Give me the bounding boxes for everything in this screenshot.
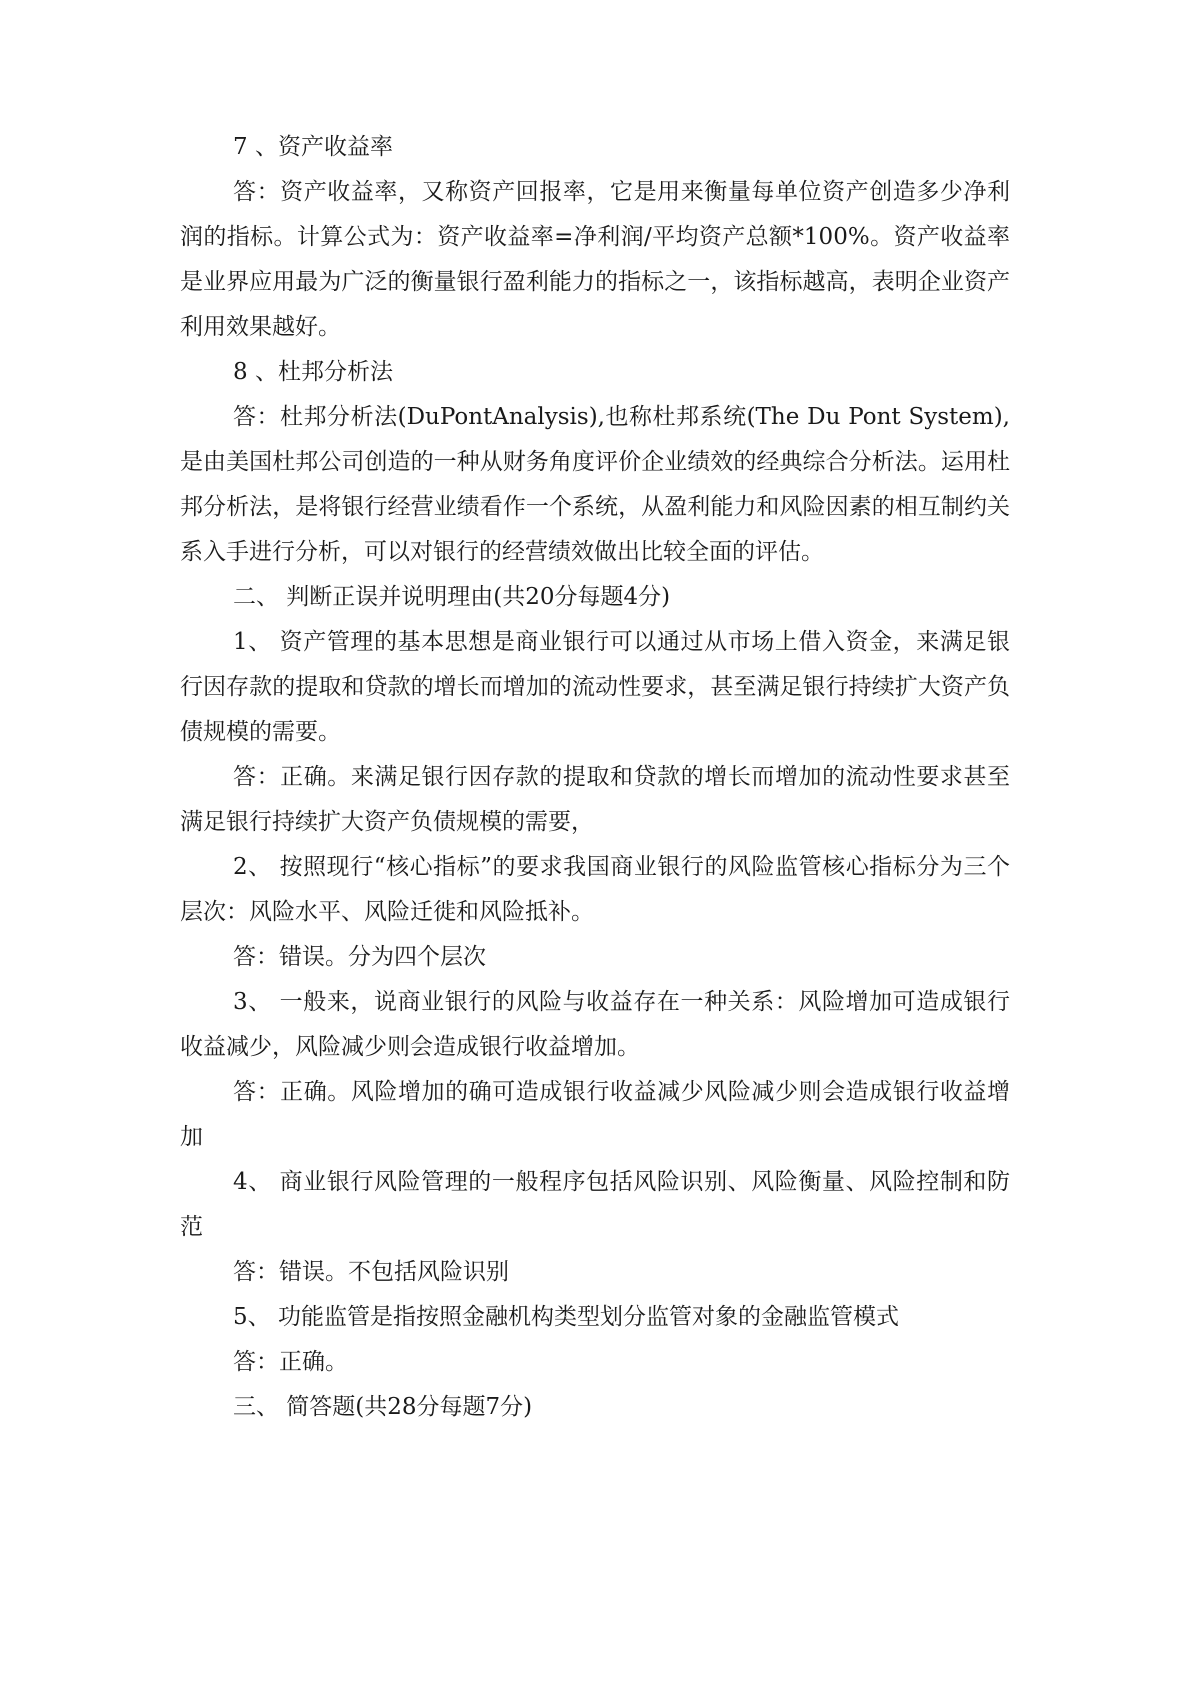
question-5: 5、 功能监管是指按照金融机构类型划分监管对象的金融监管模式	[233, 1304, 899, 1330]
question-2: 2、 按照现行“核心指标”的要求我国商业银行的风险监管核心指标分为三个层次：风险水平、风险迁徙和风险抵补。	[180, 854, 1010, 925]
question-3: 3、 一般来，说商业银行的风险与收益存在一种关系：风险增加可造成银行收益减少，风险减少则会造成银行收益增加。	[180, 989, 1010, 1060]
section-7-answer: 答：资产收益率，又称资产回报率，它是用来衡量每单位资产创造多少净利润的指标。计算公式为：资产收益率=净利润/平均资产总额*100%。资产收益率是业界应用最为广泛的衡量银行盈利能力的指标之一，该指标越高，表明企业资产利用效果越好。	[180, 179, 1010, 340]
answer-3: 答：正确。风险增加的确可造成银行收益减少风险减少则会造成银行收益增加	[180, 1079, 1010, 1150]
section-7-title: 7 、资产收益率	[233, 134, 393, 160]
answer-4: 答：错误。不包括风险识别	[233, 1259, 509, 1285]
document-page	[180, 125, 1010, 1430]
section-8-title: 8 、杜邦分析法	[233, 359, 393, 385]
answer-1: 答：正确。来满足银行因存款的提取和贷款的增长而增加的流动性要求甚至满足银行持续扩大资产负债规模的需要，	[180, 764, 1010, 835]
part-two-heading: 二、 判断正误并说明理由(共20分每题4分)	[233, 584, 671, 610]
section-8-answer: 答：杜邦分析法(DuPontAnalysis),也称杜邦系统(The Du Pont System),是由美国杜邦公司创造的一种从财务角度评价企业绩效的经典综合分析法。运用杜邦分析法，是将银行经营业绩看作一个系统，从盈利能力和风险因素的相互制约关系入手进行分析，可以对银行的经营绩效做出比较全面的评估。	[180, 404, 1010, 565]
question-4: 4、 商业银行风险管理的一般程序包括风险识别、风险衡量、风险控制和防范	[180, 1169, 1010, 1240]
part-three-heading: 三、 简答题(共28分每题7分)	[233, 1394, 533, 1420]
answer-5: 答：正确。	[233, 1349, 348, 1375]
question-1: 1、 资产管理的基本思想是商业银行可以通过从市场上借入资金，来满足银行因存款的提取和贷款的增长而增加的流动性要求，甚至满足银行持续扩大资产负债规模的需要。	[180, 629, 1010, 745]
answer-2: 答：错误。分为四个层次	[233, 944, 486, 970]
